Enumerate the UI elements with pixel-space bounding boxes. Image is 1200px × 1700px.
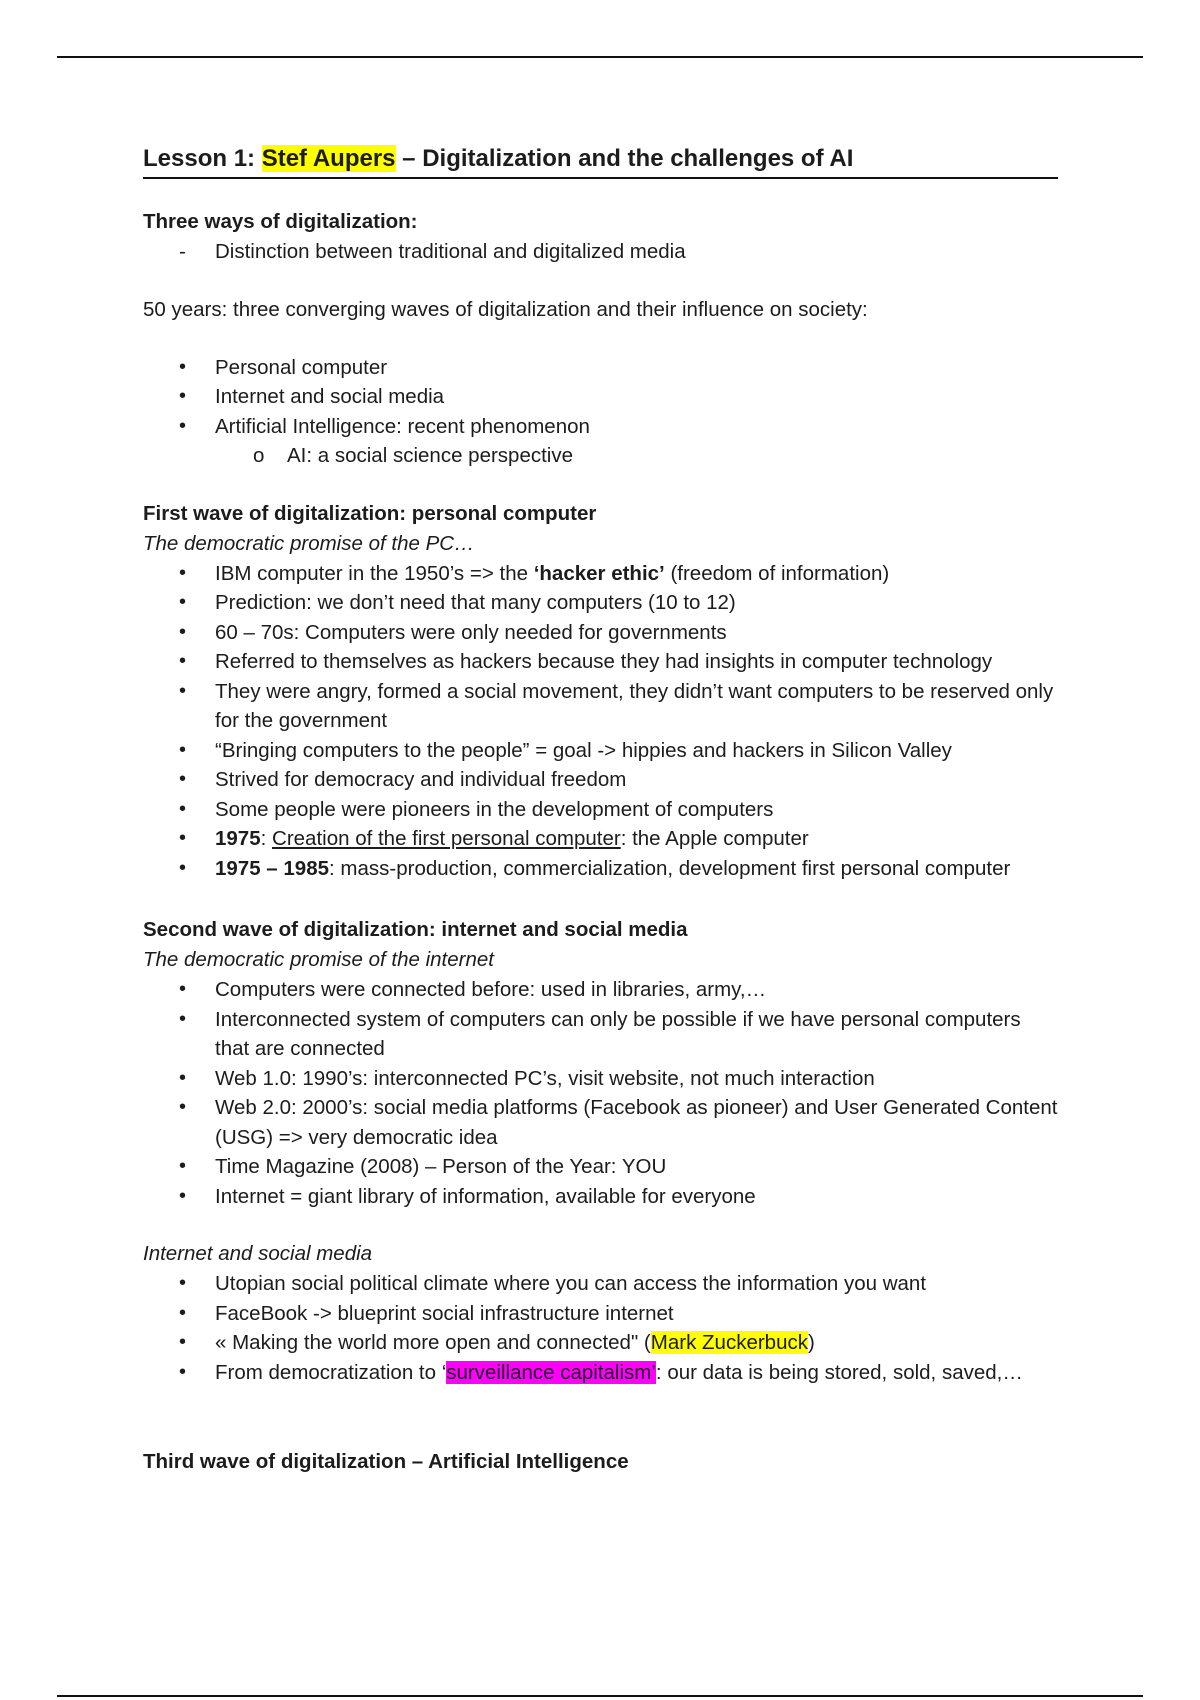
list-item: • 1975: Creation of the first personal computer: the Apple computer	[143, 824, 1058, 854]
list-item: • Prediction: we don’t need that many computers (10 to 12)	[143, 588, 1058, 618]
second-wave-subheading: The democratic promise of the internet	[143, 948, 494, 971]
internet-social-subheading: Internet and social media	[143, 1242, 373, 1265]
footer-rule	[57, 1695, 1143, 1697]
first-wave-subheading: The democratic promise of the PC…	[143, 531, 475, 555]
list-item: • Referred to themselves as hackers because they had insights in computer technology	[143, 647, 1058, 677]
header-rule	[57, 56, 1143, 58]
three-ways-list	[143, 237, 1058, 267]
zuckerberg-highlight: Mark Zuckerbuck	[650, 1331, 808, 1354]
list-item: • From democratization to ‘surveillance capitalism’: our data is being stored, sold, saved,…	[143, 1358, 1058, 1388]
list-item: • Internet and social media	[143, 382, 1058, 412]
document-body	[143, 144, 1058, 1477]
fifty-years-text: 50 years: three converging waves of digitalization and their influence on society:	[143, 297, 868, 321]
lecturer-name-highlight: Stef Aupers	[261, 145, 396, 172]
lesson-title	[143, 144, 1058, 179]
list-item: • FaceBook -> blueprint social infrastructure internet	[143, 1299, 1058, 1329]
hacker-ethic-term: ‘hacker ethic’	[533, 561, 665, 585]
list-item: • Personal computer	[143, 353, 1058, 383]
first-wave-heading: First wave of digitalization: personal computer	[143, 501, 597, 525]
list-item: • Web 1.0: 1990’s: interconnected PC’s, visit website, not much interaction	[143, 1064, 1058, 1094]
first-wave-list	[143, 559, 1058, 884]
list-item: • « Making the world more open and connected" (Mark Zuckerbuck)	[143, 1328, 1058, 1358]
list-item: • Interconnected system of computers can only be possible if we have personal computers that are connected	[143, 1005, 1058, 1064]
waves-sub-list	[143, 441, 1058, 471]
list-item: • Web 2.0: 2000’s: social media platforms (Facebook as pioneer) and User Generated Content (USG) => very democratic idea	[143, 1093, 1058, 1152]
list-item: • Artificial Intelligence: recent phenomenon	[143, 412, 1058, 442]
internet-social-list	[143, 1269, 1058, 1387]
waves-list	[143, 353, 1058, 442]
list-item: o AI: a social science perspective	[143, 441, 1058, 471]
third-wave-heading: Third wave of digitalization – Artificial Intelligence	[143, 1450, 629, 1473]
list-item: • Time Magazine (2008) – Person of the Year: YOU	[143, 1152, 1058, 1182]
second-wave-list	[143, 975, 1058, 1211]
first-pc-underlined: Creation of the first personal computer	[272, 827, 621, 850]
surveillance-capitalism-highlight: surveillance capitalism’	[446, 1360, 656, 1384]
three-ways-heading: Three ways of digitalization:	[143, 210, 418, 233]
lesson-prefix: Lesson 1:	[143, 145, 262, 172]
list-item: • 60 – 70s: Computers were only needed for governments	[143, 618, 1058, 648]
list-item: • Computers were connected before: used in libraries, army,…	[143, 975, 1058, 1005]
list-item: • Internet = giant library of information, available for everyone	[143, 1182, 1058, 1212]
list-item: • They were angry, formed a social movement, they didn’t want computers to be reserved only for the government	[143, 677, 1058, 736]
lesson-topic: – Digitalization and the challenges of AI	[395, 145, 854, 172]
list-item: • Strived for democracy and individual freedom	[143, 765, 1058, 795]
list-item: • “Bringing computers to the people” = goal -> hippies and hackers in Silicon Valley	[143, 736, 1058, 766]
list-item: • IBM computer in the 1950’s => the ‘hacker ethic’ (freedom of information)	[143, 559, 1058, 589]
list-item: • 1975 – 1985: mass-production, commercialization, development first personal computer	[143, 854, 1058, 884]
list-item: • Some people were pioneers in the development of computers	[143, 795, 1058, 825]
list-item: • Utopian social political climate where you can access the information you want	[143, 1269, 1058, 1299]
second-wave-heading: Second wave of digitalization: internet and social media	[143, 918, 688, 941]
list-item: - Distinction between traditional and digitalized media	[143, 237, 1058, 267]
